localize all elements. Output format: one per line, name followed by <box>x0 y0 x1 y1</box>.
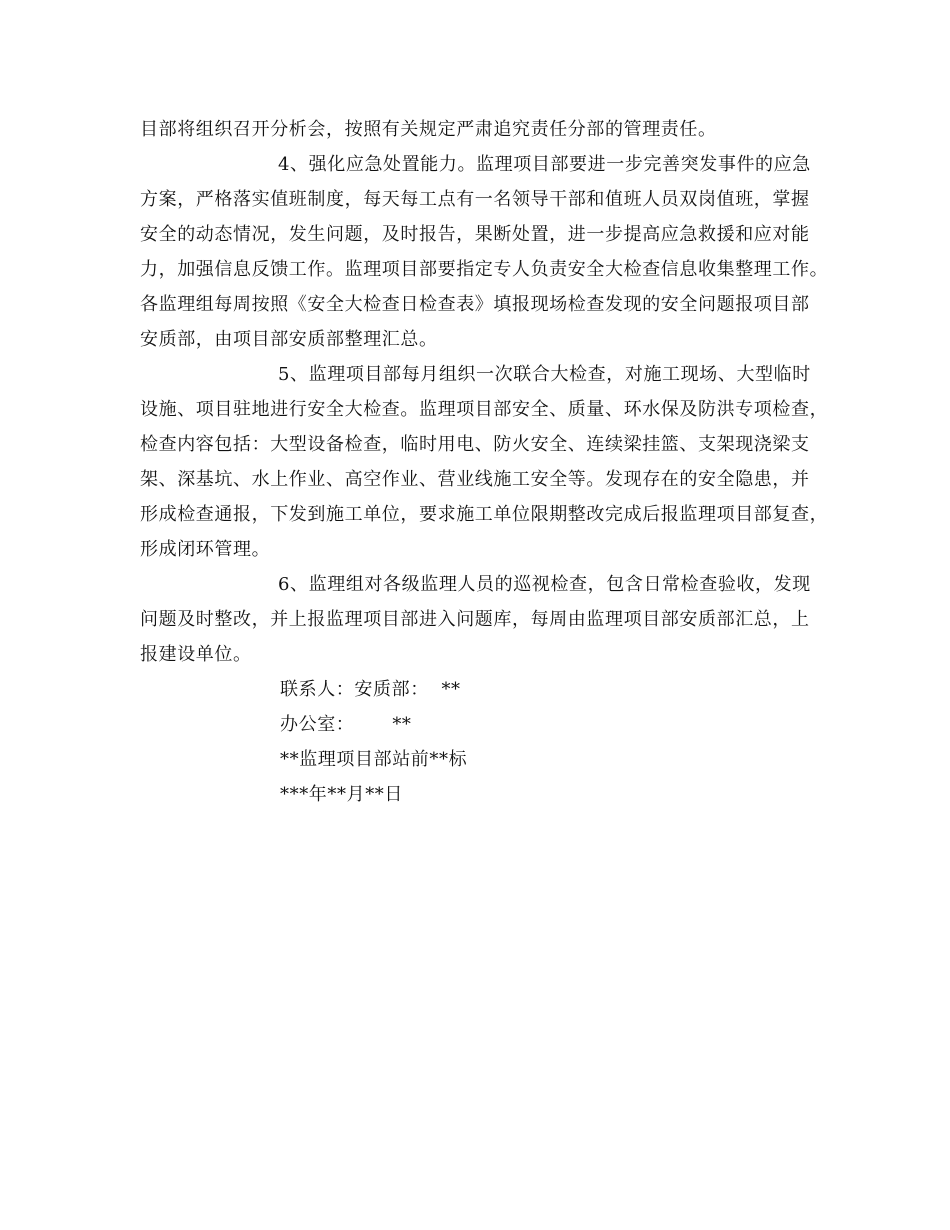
paragraph-line: 形成检查通报，下发到施工单位，要求施工单位限期整改完成后报监理项目部复查， <box>140 504 829 525</box>
paragraph-line: 设施、项目驻地进行安全大检查。监理项目部安全、质量、环水保及防洪专项检查， <box>140 399 829 420</box>
paragraph-line: 安质部，由项目部安质部整理汇总。 <box>140 329 438 350</box>
paragraph-line: 各监理组每周按照《安全大检查日检查表》填报现场检查发现的安全问题报项目部 <box>140 294 810 315</box>
paragraph-line: 5、监理项目部每月组织一次联合大检查，对施工现场、大型临时 <box>278 364 811 385</box>
paragraph-line: 4、强化应急处置能力。监理项目部要进一步完善突发事件的应急 <box>278 154 811 175</box>
signature-office: 办公室： ** <box>280 714 412 735</box>
paragraph-line: 6、监理组对各级监理人员的巡视检查，包含日常检查验收，发现 <box>278 574 811 595</box>
paragraph-line: 方案，严格落实值班制度，每天每工点有一名领导干部和值班人员双岗值班，掌握 <box>140 189 810 210</box>
paragraph-line: 检查内容包括：大型设备检查，临时用电、防火安全、连续梁挂篮、支架现浇梁支 <box>140 434 810 455</box>
paragraph-line: 架、深基坑、水上作业、高空作业、营业线施工安全等。发现存在的安全隐患，并 <box>140 469 810 490</box>
paragraph-line: 安全的动态情况，发生问题，及时报告，果断处置，进一步提高应急救援和应对能 <box>140 224 810 245</box>
paragraph-line: 力，加强信息反馈工作。监理项目部要指定专人负责安全大检查信息收集整理工作。 <box>140 259 829 280</box>
signature-date: ***年**月**日 <box>280 784 403 805</box>
paragraph-line: 问题及时整改，并上报监理项目部进入问题库，每周由监理项目部安质部汇总，上 <box>140 609 810 630</box>
paragraph-line: 形成闭环管理。 <box>140 539 271 560</box>
paragraph-line: 报建设单位。 <box>140 644 252 665</box>
signature-contact: 联系人：安质部： ** <box>280 679 461 700</box>
paragraph-line: 目部将组织召开分析会，按照有关规定严肃追究责任分部的管理责任。 <box>140 119 717 140</box>
signature-organization: **监理项目部站前**标 <box>280 749 468 770</box>
